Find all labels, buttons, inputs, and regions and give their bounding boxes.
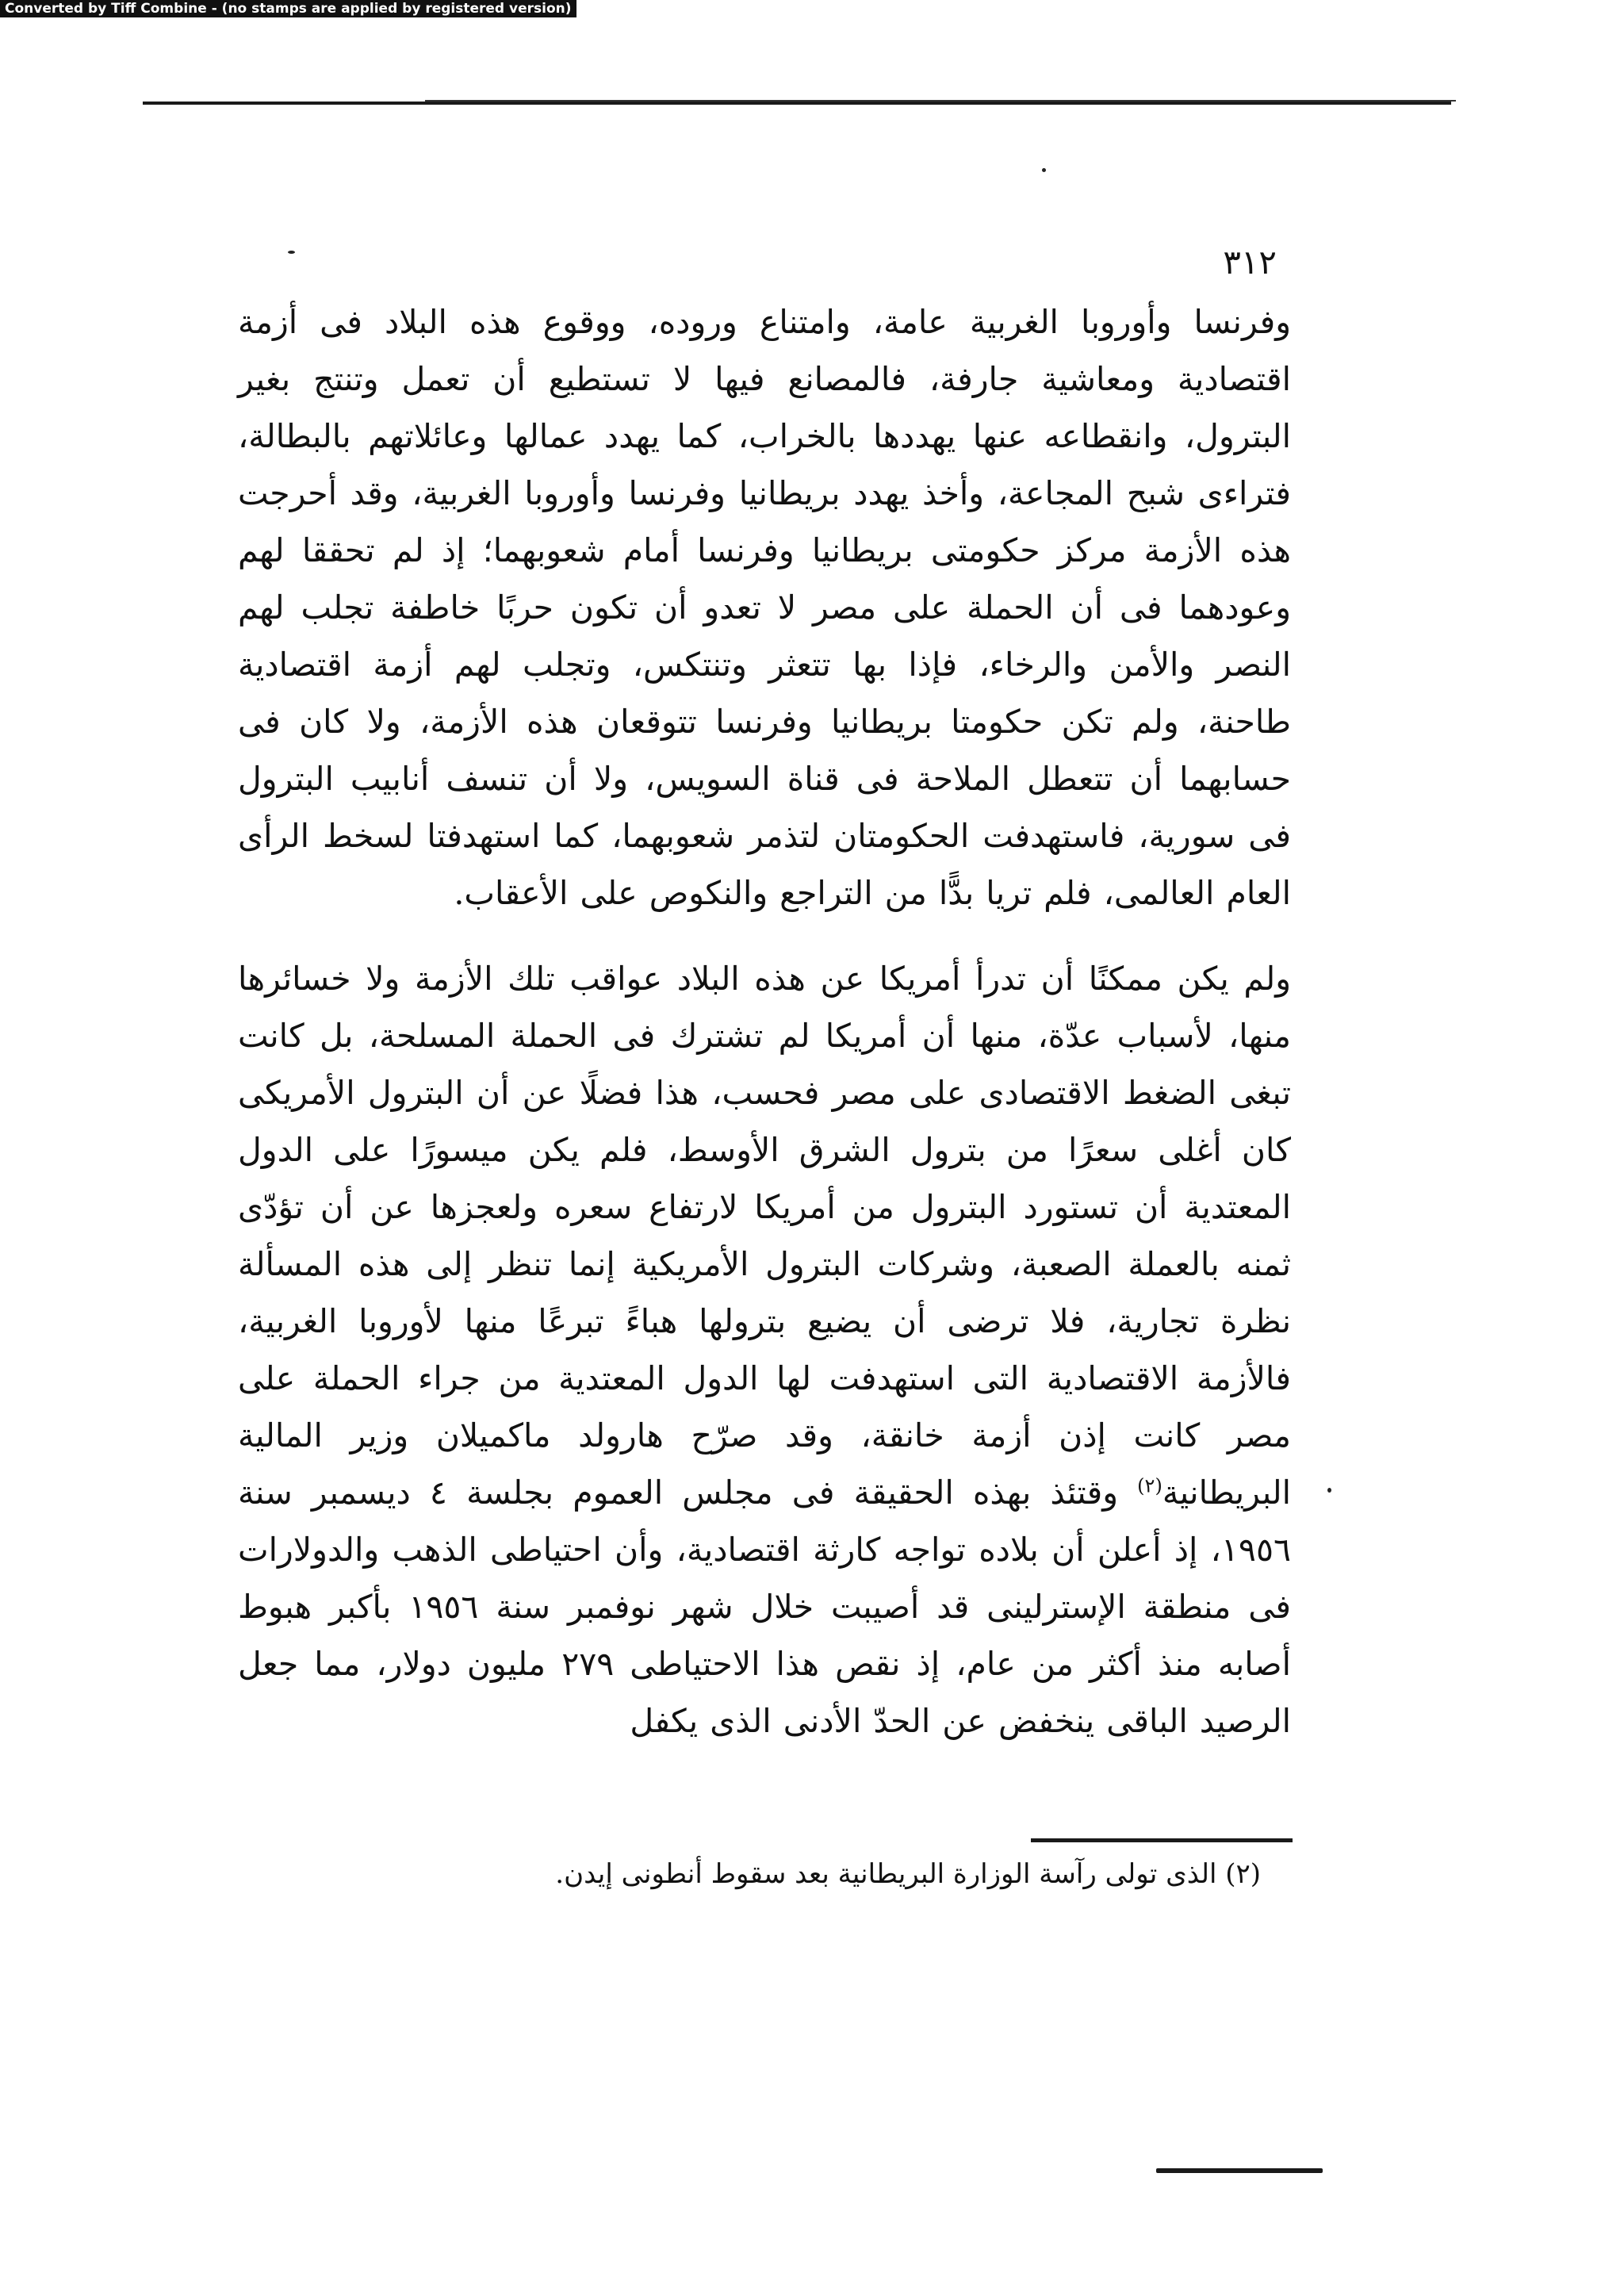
paragraph-1: وفرنسا وأوروبا الغربية عامة، وامتناع وروده، ووقوع هذه البلاد فى أزمة اقتصادية ومعاشية جارفة، فالمصانع فيها لا تستطيع أن تعمل وتنتج بغير البترول، وانقطاعه عنها يهددها بالخراب، كما يهدد عمالها وعائلاتهم بالبطالة، فتراءى شبح المجاعة، وأخذ يهدد بريطانيا وفرنسا وأوروبا الغربية، وقد أحرجت هذه الأزمة مركز حكومتى بريطانيا وفرنسا أمام شعوبهما؛ إذ لم تحققا لهم وعودهما فى أن الحملة على مصر لا تعدو أن تكون حربًا خاطفة تجلب لهم النصر والأمن والرخاء، فإذا بها تتعثر وتنتكس، وتجلب لهم أزمة اقتصادية طاحنة، ولم تكن حكومتا بريطانيا وفرنسا تتوقعان هذه الأزمة، ولا كان فى حسابهما أن تتعطل الملاحة فى قناة السويس، ولا أن تنسف أنابيب البترول فى سورية، فاستهدفت الحكومتان لتذمر شعوبهما، كما استهدفتا لسخط الرأى العام العالمى، فلم تريا بدًّا من التراجع والنكوص على الأعقاب. <box>238 303 1291 912</box>
scan-speck <box>1042 168 1046 172</box>
scan-speck <box>288 251 295 254</box>
scan-speck <box>1327 1488 1331 1493</box>
footnote-reference-marker: (٢) <box>1137 1474 1162 1497</box>
paragraph-2-text-after-note: وقتئذ بهذه الحقيقة فى مجلس العموم بجلسة ٤ ديسمبر سنة ١٩٥٦، إذ أعلن أن بلاده تواجه كارثة اقتصادية، وأن احتياطى الذهب والدولارات فى منطقة الإسترلينى قد أصيبت خلال شهر نوفمبر سنة ١٩٥٦ بأكبر هبوط أصابه منذ أكثر من عام، إذ نقص هذا الاحتياطى ٢٧٩ مليون دولار، مما جعل الرصيد الباقى ينخفض عن الحدّ الأدنى الذى يكفل <box>238 1474 1291 1740</box>
body-text <box>238 293 1291 1750</box>
paragraph-2-text-before-note: ولم يكن ممكنًا أن تدرأ أمريكا عن هذه البلاد عواقب تلك الأزمة ولا خسائرها منها، لأسباب عدّة، منها أن أمريكا لم تشترك فى الحملة المسلحة، بل كانت تبغى الضغط الاقتصادى على مصر فحسب، هذا فضلًا عن أن البترول الأمريكى كان أغلى سعرًا من بترول الشرق الأوسط، فلم يكن ميسورًا على الدول المعتدية أن تستورد البترول من أمريكا لارتفاع سعره ولعجزها عن أن تؤدّى ثمنه بالعملة الصعبة، وشركات البترول الأمريكية إنما تنظر إلى هذه المسألة نظرة تجارية، فلا ترضى أن يضيع بترولها هباءً تبرعًا منها لأوروبا الغربية، فالأزمة الاقتصادية التى استهدفت لها الدول المعتدية من جراء الحملة على مصر كانت إذن أزمة خانقة، وقد صرّح هارولد ماكميلان وزير المالية البريطانية <box>238 960 1291 1512</box>
page-number: ٣١٢ <box>1223 243 1277 282</box>
converter-banner: Converted by Tiff Combine - (no stamps are applied by registered version) <box>0 0 576 17</box>
footnote: (٢) الذى تولى رآسة الوزارة البريطانية بعد سقوط أنطونى إيدن. <box>555 1858 1261 1890</box>
paragraph-2 <box>238 950 1291 1750</box>
scan-bottom-mark <box>1156 2168 1323 2173</box>
footnote-separator-rule <box>1031 1838 1293 1842</box>
header-rule <box>143 102 1451 105</box>
